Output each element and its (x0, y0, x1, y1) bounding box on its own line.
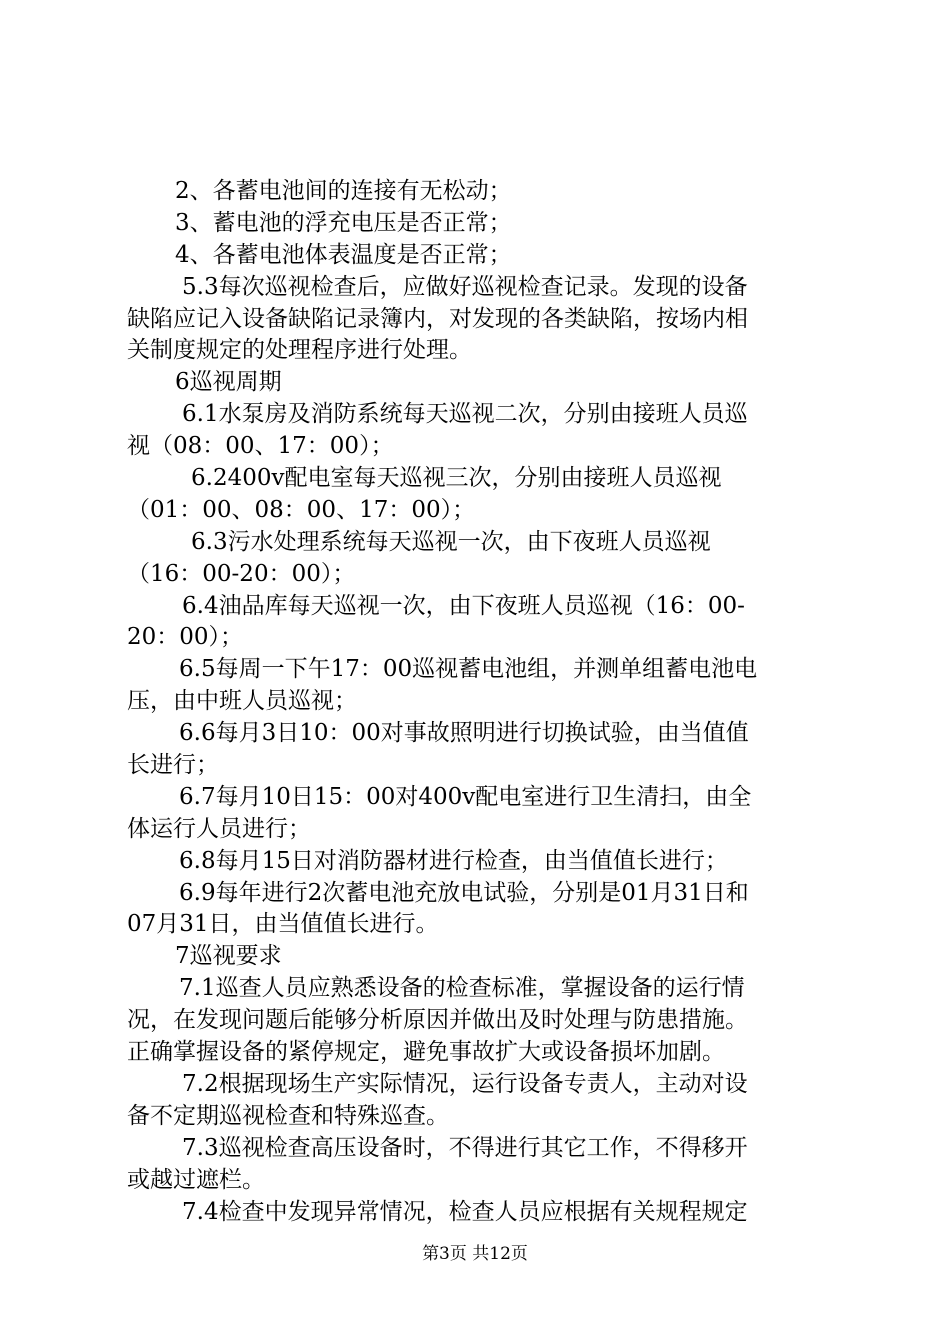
text-line: 6.4油品库每天巡视一次，由下夜班人员巡视（16：00- (182, 592, 745, 619)
text-line: 20：00）； (127, 624, 244, 651)
text-line: 6巡视周期 (175, 369, 282, 396)
text-line: 7.4检查中发现异常情况，检查人员应根据有关规程规定 (182, 1198, 748, 1225)
text-line: （16：00-20：00）； (127, 560, 356, 587)
document-body (127, 176, 832, 1228)
text-line: 2、各蓄电池间的连接有无松动； (175, 178, 512, 204)
text-line: 体运行人员进行； (127, 815, 311, 842)
text-line: 4、各蓄电池体表温度是否正常； (175, 241, 512, 268)
text-line: 6.3污水处理系统每天巡视一次，由下夜班人员巡视 (191, 528, 711, 555)
page-footer: 第3页 共12页 (422, 1244, 528, 1264)
text-line: 6.8每月15日对消防器材进行检查，由当值值长进行； (179, 847, 728, 874)
text-line: 6.7每月10日15：00对400v配电室进行卫生清扫，由全 (179, 783, 752, 810)
text-line: 缺陷应记入设备缺陷记录簿内，对发现的各类缺陷，按场内相 (127, 305, 748, 332)
text-line: （01：00、08：00、17：00）； (127, 496, 476, 523)
text-line: 备不定期巡视检查和特殊巡查。 (127, 1102, 449, 1129)
text-line: 7.3巡视检查高压设备时，不得进行其它工作，不得移开 (182, 1134, 748, 1161)
text-line: 长进行； (127, 752, 219, 779)
text-line: 6.6每月3日10：00对事故照明进行切换试验，由当值值 (179, 720, 749, 747)
text-line: 压，由中班人员巡视； (127, 688, 357, 715)
text-line: 况，在发现问题后能够分析原因并做出及时处理与防患措施。 (127, 1007, 748, 1034)
text-line: 3、蓄电池的浮充电压是否正常； (175, 209, 512, 236)
text-line: 7.2根据现场生产实际情况，运行设备专责人，主动对设 (182, 1070, 748, 1097)
text-line: 关制度规定的处理程序进行处理。 (127, 337, 472, 364)
text-line: 视（08：00、17：00）； (127, 433, 394, 460)
text-line: 7.1巡查人员应熟悉设备的检查标准，掌握设备的运行情 (179, 975, 745, 1002)
text-line: 6.2400v配电室每天巡视三次，分别由接班人员巡视 (191, 465, 722, 492)
text-line: 正确掌握设备的紧停规定，避免事故扩大或设备损坏加剧。 (127, 1039, 725, 1066)
text-line: 6.5每周一下午17：00巡视蓄电池组，并测单组蓄电池电 (179, 656, 758, 683)
text-line: 5.3每次巡视检查后，应做好巡视检查记录。发现的设备 (182, 273, 748, 300)
text-line: 7巡视要求 (175, 943, 282, 970)
text-line: 或越过遮栏。 (127, 1166, 265, 1193)
text-line: 07月31日，由当值值长进行。 (127, 911, 439, 938)
text-line: 6.1水泵房及消防系统每天巡视二次，分别由接班人员巡 (182, 401, 748, 428)
text-line: 6.9每年进行2次蓄电池充放电试验，分别是01月31日和 (179, 879, 749, 906)
